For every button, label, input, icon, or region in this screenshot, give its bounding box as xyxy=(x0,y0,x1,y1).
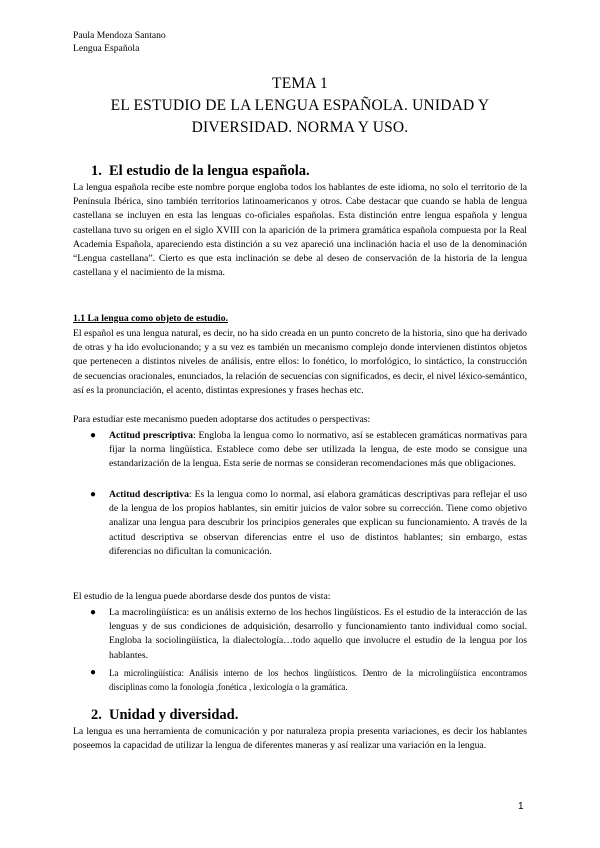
header-author: Paula Mendoza Santano xyxy=(73,30,166,41)
bullet-icon: ● xyxy=(90,430,97,441)
viewpoints-intro: El estudio de la lengua puede abordarse desde dos puntos de vista: xyxy=(73,591,331,602)
bullet-term: Actitud descriptiva xyxy=(109,489,189,500)
bullet-descriptive xyxy=(109,488,527,559)
subsection-1-1-paragraph: El español es una lengua natural, es decir, no ha sido creada en un punto concreto de la historia, sino que ha derivado de otras y ha ido evolucionando; y a su vez es también un mecanismo complejo donde intervienen distintos objetos que pertenecen a distintos niveles de análisis, entre ellos: lo fonético, lo morfológico, lo sintáctico, la construcción de secuencias oracionales, enunciados, la relación de secuencias con significados, es decir, el nivel léxico-semántico, así es la pronunciación, el acento, distintas expresiones y frases hechas etc. xyxy=(73,328,527,396)
section-1-paragraph: La lengua española recibe este nombre porque engloba todos los hablantes de este idioma, no solo el territorio de la Península Ibérica, sino también territorios latinoamericanos y otros. Cabe destacar que cuando se habla de lengua castellana se incluyen en esta las lenguas co-oficiales españolas. Esta distinción entre lengua española y lengua castellana tuvo su origen en el siglo XVIII con la aparición de la primera gramática española compuesta por la Real Academia Española, apareciendo esta distinción a su vez apareció una inclinación hacia el uso de la denominación “Lengua castellana”. Cierto es que esta inclinación se debe al deseo de conservación de la historia de la lengua castellana y el nacimiento de la misma. xyxy=(73,182,527,279)
section-2-paragraph: La lengua es una herramienta de comunicación y por naturaleza propia presenta variaciones, es decir los hablantes poseemos la capacidad de utilizar la lengua de diferentes maneras y así realizar una variación en la lengua. xyxy=(73,726,527,752)
bullet-text: : Es la lengua como lo normal, así elabora gramáticas descriptivas para reflejar el uso de la lengua de los propios hablantes, sin emitir juicios de valor sobre su corrección. Tiene como objetivo analizar una lengua para descubrir los principios generales que explican su funcionamiento. A través de la actitud descriptiva se observan diferencias entre el uso de distintos hablantes; sin embargo, estas diferencias no dificultan la comunicación. xyxy=(109,489,527,557)
subsection-1-1-heading: 1.1 La lengua como objeto de estudio. xyxy=(73,313,228,324)
bullet-icon: ● xyxy=(90,489,97,500)
section-1-title: El estudio de la lengua española. xyxy=(109,163,310,179)
section-2-title: Unidad y diversidad. xyxy=(109,707,239,723)
section-1-number: 1. xyxy=(91,163,102,179)
title-line-3: DIVERSIDAD. NORMA Y USO. xyxy=(191,119,409,136)
bullet-prescriptive xyxy=(109,429,527,472)
perspectives-intro: Para estudiar este mecanismo pueden adoptarse dos actitudes o perspectivas: xyxy=(73,414,371,425)
section-1-heading xyxy=(91,162,310,180)
bullet-microlinguistics: La microlingüística: Análisis interno de los hechos lingüísticos. Dentro de la microlingüística encontramos disciplinas como la fonología ,fonética , lexicología o la gramática. xyxy=(109,668,527,693)
title-line-2: EL ESTUDIO DE LA LENGUA ESPAÑOLA. UNIDAD Y xyxy=(110,97,490,114)
page-number: 1 xyxy=(518,801,524,812)
section-2-number: 2. xyxy=(91,707,102,723)
section-2-heading xyxy=(91,706,238,724)
bullet-term: Actitud prescriptiva xyxy=(109,430,193,441)
bullet-macrolinguistics: La macrolingüística: es un análisis externo de los hechos lingüísticos. Es el estudio de la interacción de las lenguas y de sus condiciones de adquisición, desarrollo y funcionamiento tanto individual como social. Engloba la sociolingüística, la dialectología…todo aquello que involucre el estudio de la lengua por los hablantes. xyxy=(109,607,527,661)
header-subject: Lengua Española xyxy=(73,43,140,54)
bullet-icon: ● xyxy=(90,607,97,618)
bullet-icon: ● xyxy=(90,667,97,678)
title-line-1: TEMA 1 xyxy=(272,75,328,92)
bullet-text: : Engloba la lengua como lo normativo, así se establecen gramáticas normativas para fijar la norma lingüística. Establece como debe ser utilizada la lengua, de este modo se consigue una estandarización de la lengua. Esta serie de normas se consideran recomendaciones más que obligaciones. xyxy=(109,430,527,470)
